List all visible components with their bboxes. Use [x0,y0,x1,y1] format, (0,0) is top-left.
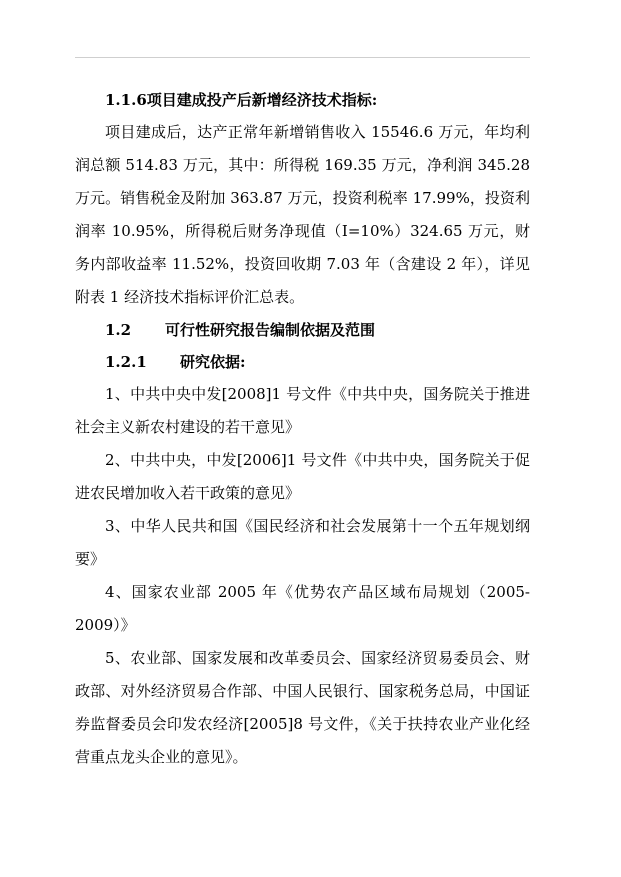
basis-item-5: 5、农业部、国家发展和改革委员会、国家经济贸易委员会、财政部、对外经济贸易合作部、中国人民银行、国家税务总局，中国证券监督委员会印发农经济[2005]8 号文件，《关于扶持农业产业化经营重点龙头企业的意见》。 [75,649,530,766]
header-rule [75,57,530,58]
section-heading-1-2 [75,314,530,346]
section-title-1-2: 可行性研究报告编制依据及范围 [165,321,376,339]
document-body [75,84,530,774]
section-heading-1-2-1 [75,346,530,378]
section-heading-1-1-6: 1.1.6项目建成投产后新增经济技术指标: [105,91,378,109]
basis-item-1: 1、中共中央中发[2008]1 号文件《中共中央，国务院关于推进社会主义新农村建设的若干意见》 [75,385,530,436]
economic-indicators-paragraph: 项目建成后，达产正常年新增销售收入 15546.6 万元，年均利润总额 514.83 万元，其中：所得税 169.35 万元，净利润 345.28 万元。销售税金及附加 363.87 万元，投资利税率 17.99%，投资利润率 10.95%，所得税后财务净现值（I=10%）324.65 万元，财务内部收益率 11.52%，投资回收期 7.03 年（含建设 2 年），详见附表 1 经济技术指标评价汇总表。 [75,123,530,306]
section-number-1-2: 1.2 [105,321,132,339]
section-title-1-2-1: 研究依据: [180,353,246,371]
section-number-1-2-1: 1.2.1 [105,353,147,371]
basis-item-2: 2、中共中央，中发[2006]1 号文件《中共中央，国务院关于促进农民增加收入若干政策的意见》 [75,451,530,502]
basis-item-4: 4、国家农业部 2005 年《优势农产品区域布局规划（2005-2009）》 [75,583,530,634]
basis-item-3: 3、中华人民共和国《国民经济和社会发展第十一个五年规划纲要》 [75,517,530,568]
